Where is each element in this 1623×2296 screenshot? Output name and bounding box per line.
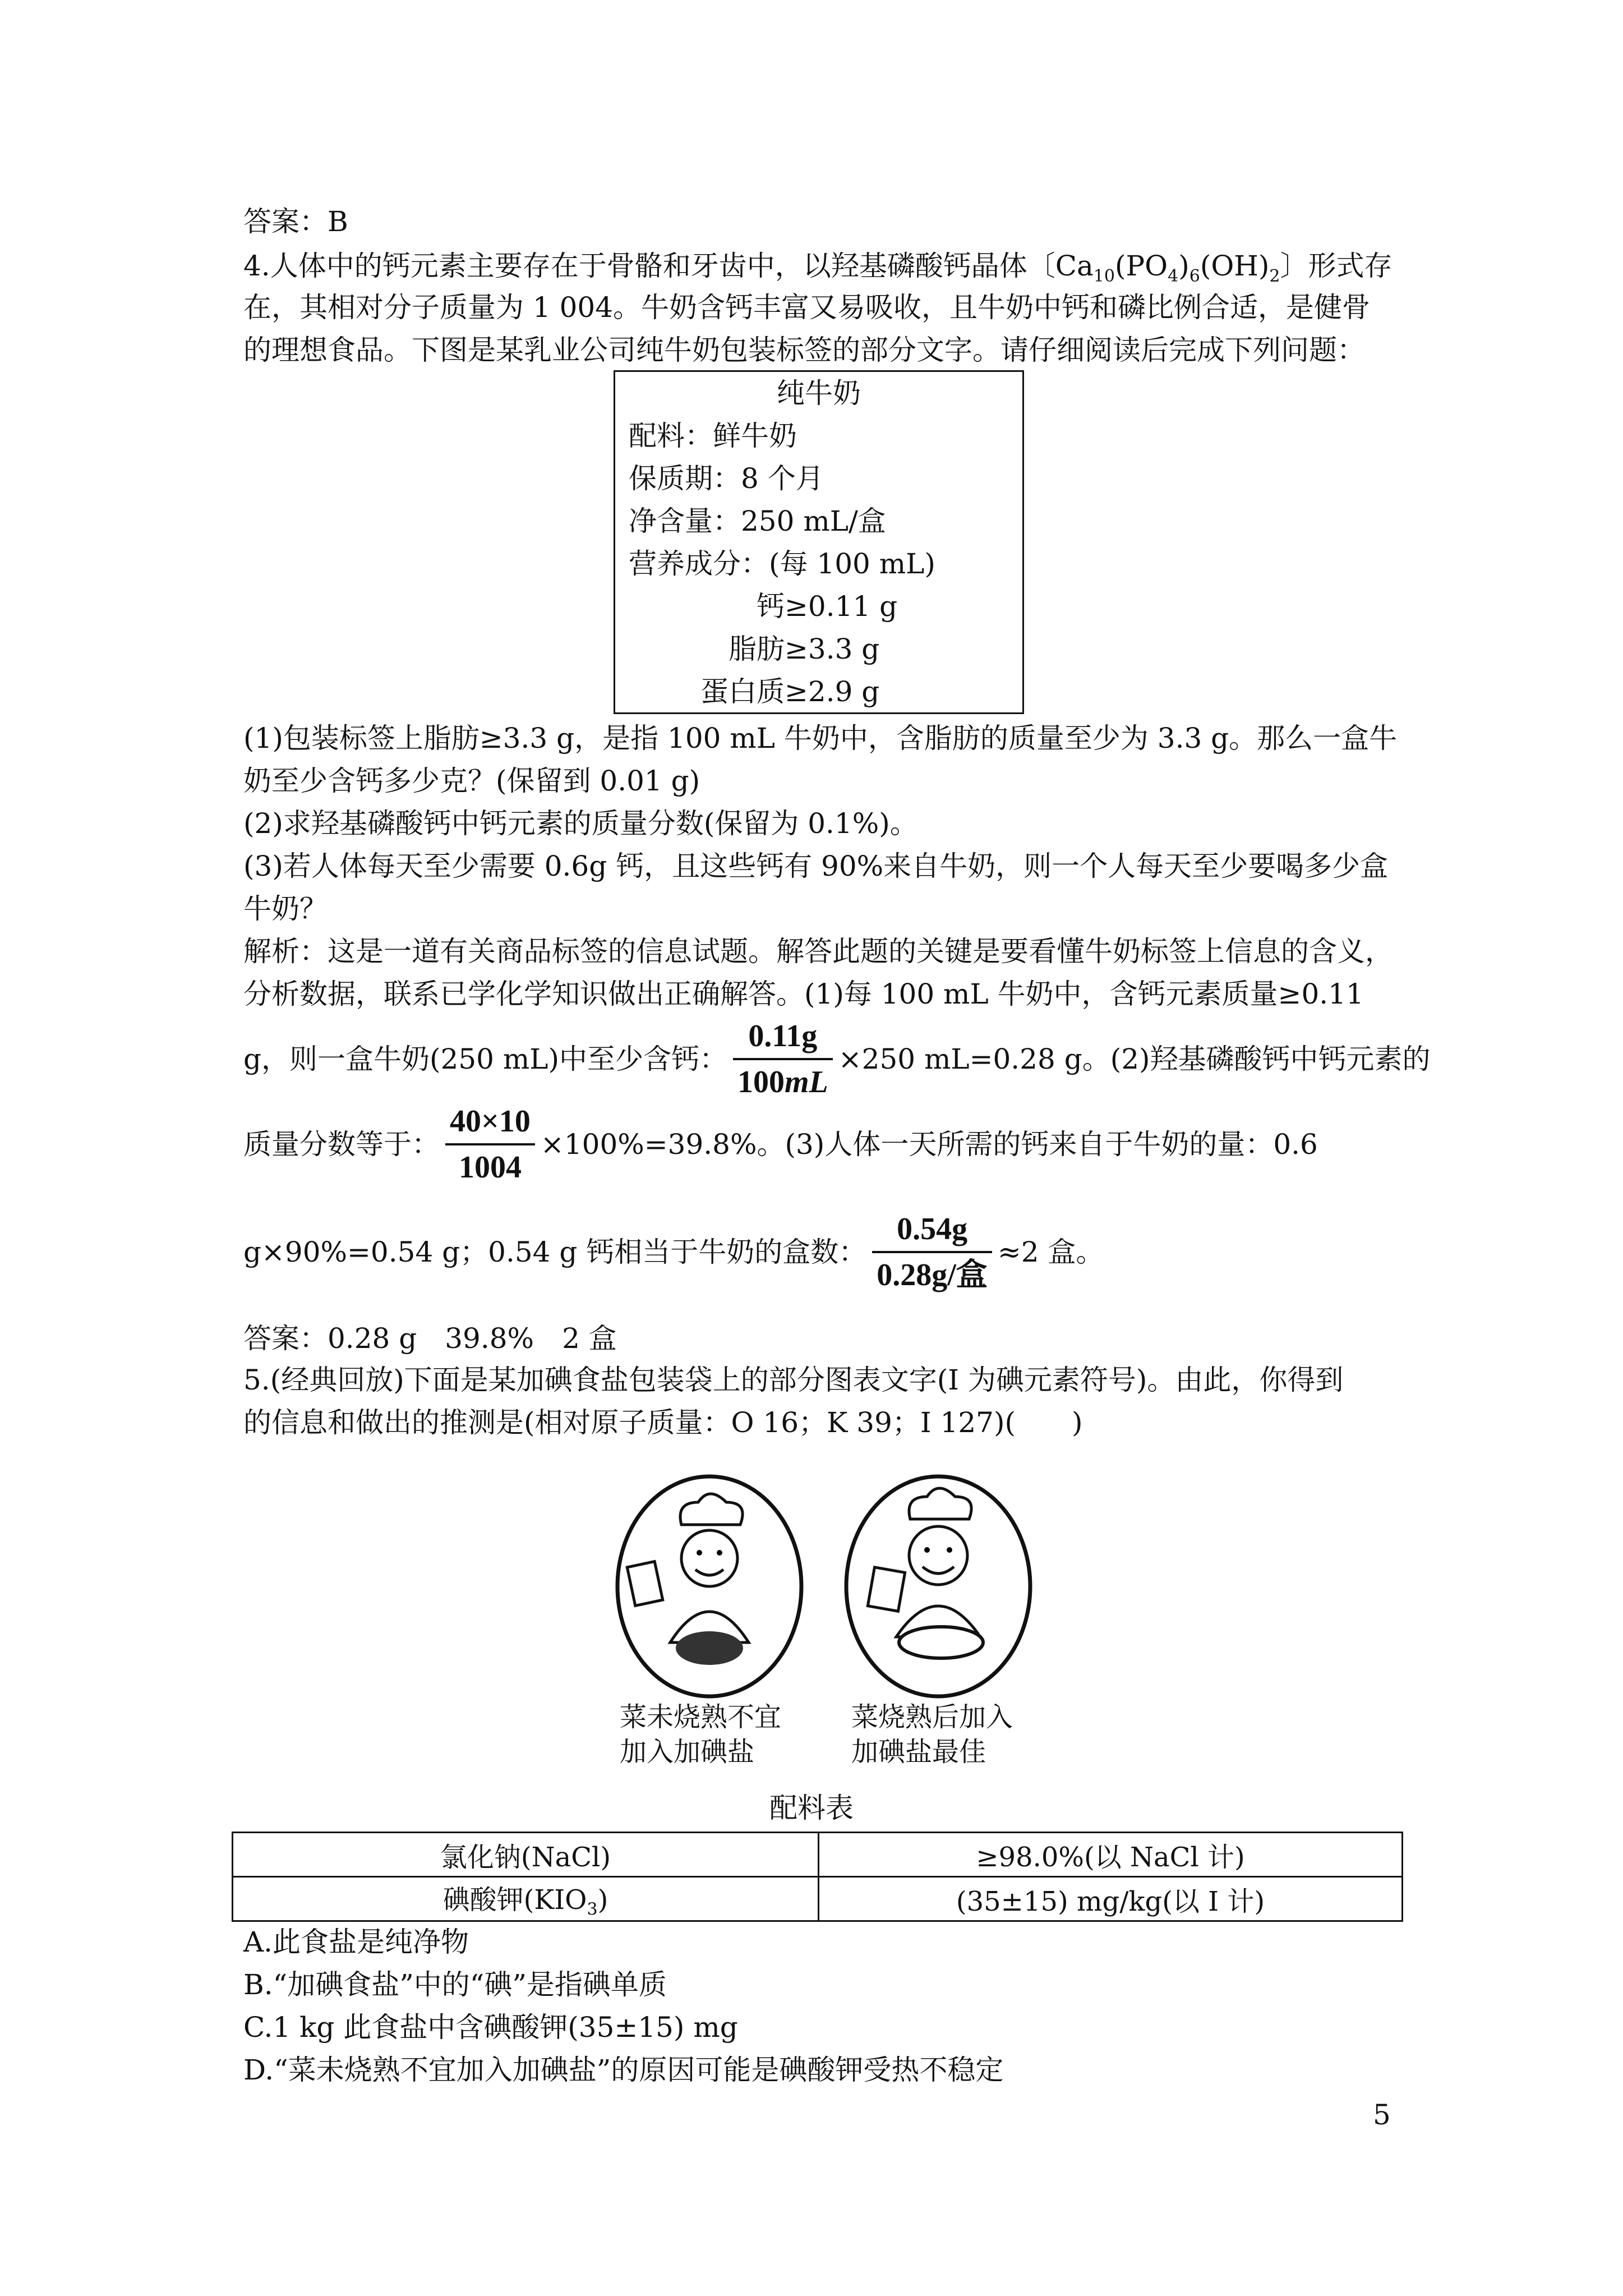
label-shelf-life: 保质期：8 个月 (629, 462, 824, 495)
fraction-mass-fraction (445, 1099, 535, 1189)
text: ≈2 盒。 (997, 1236, 1104, 1268)
table-cell: ≥98.0%(以 NaCl 计) (819, 1833, 1403, 1877)
table-cell: (35±15) mg/kg(以 I 计) (819, 1877, 1403, 1921)
denominator: 0.28g/盒 (877, 1258, 988, 1292)
solution-line2: 分析数据，联系已学化学知识做出正确解答。(1)每 100 mL 牛奶中，含钙元素质量≥0.11 (243, 978, 1364, 1010)
q4-part3-b: 牛奶？ (243, 892, 328, 925)
numerator: 0.54g (872, 1207, 992, 1253)
numerator: 0.11g (733, 1014, 833, 1060)
text: (PO (1114, 250, 1168, 282)
numerator: 40×10 (445, 1099, 535, 1145)
chef-illustration-2 (843, 1474, 1034, 1699)
q5-line1: 5.(经典回放)下面是某加碘食盐包装袋上的部分图表文字(I 为碘元素符号)。由此，你得到 (243, 1364, 1344, 1396)
table-row (233, 1833, 1403, 1877)
text: g，则一盒牛奶(250 mL)中至少含钙： (243, 1043, 727, 1075)
text: ×100%=39.8%。(3)人体一天所需的钙来自于牛奶的量：0.6 (540, 1128, 1318, 1161)
text: (OH) (1200, 250, 1270, 282)
solution-line3 (243, 1014, 1431, 1104)
text: ×250 mL=0.28 g。(2)羟基磷酸钙中钙元素的 (838, 1043, 1431, 1075)
q4-line1 (243, 245, 1393, 287)
milk-label-box (614, 370, 1024, 714)
subscript: 10 (1093, 266, 1115, 286)
denominator: 1004 (458, 1150, 522, 1185)
subscript: 3 (587, 1899, 598, 1920)
ingredients-table (232, 1832, 1403, 1922)
label-calcium: 钙≥0.11 g (757, 590, 898, 623)
q4-part1-b: 奶至少含钙多少克？(保留到 0.01 g) (243, 765, 700, 797)
text: ) (597, 1884, 608, 1916)
caption-line: 加碘盐最佳 (851, 1736, 986, 1768)
option-a: A.此食盐是纯净物 (243, 1926, 469, 1958)
label-fat: 脂肪≥3.3 g (728, 633, 880, 665)
text: 〕形式存 (1280, 250, 1393, 282)
subscript: 6 (1189, 266, 1200, 286)
option-c: C.1 kg 此食盐中含碘酸钾(35±15) mg (243, 2011, 738, 2044)
caption-2 (851, 1700, 1013, 1769)
table-cell: 氯化钠(NaCl) (233, 1833, 819, 1877)
caption-line: 菜未烧熟不宜 (620, 1701, 782, 1733)
caption-line: 加入加碘盐 (620, 1736, 755, 1768)
solution-line1: 解析：这是一道有关商品标签的信息试题。解答此题的关键是要看懂牛奶标签上信息的含义， (243, 935, 1393, 968)
subscript: 4 (1168, 266, 1179, 286)
text: g×90%=0.54 g；0.54 g 钙相当于牛奶的盒数： (243, 1236, 867, 1268)
fraction-box-count (872, 1207, 992, 1297)
q5-line2: 的信息和做出的推测是(相对原子质量：O 16；K 39；I 127)( ) (243, 1406, 1083, 1439)
q4-part2: (2)求羟基磷酸钙中钙元素的质量分数(保留为 0.1%)。 (243, 807, 918, 840)
text: ) (1178, 250, 1189, 282)
label-nutrition: 营养成分：(每 100 mL) (629, 547, 935, 580)
text: 碘酸钾(KIO (442, 1884, 587, 1916)
q4-line2: 在，其相对分子质量为 1 004。牛奶含钙丰富又易吸收，且牛奶中钙和磷比例合适，是健骨 (243, 291, 1371, 324)
label-net-content: 净含量：250 mL/盒 (629, 505, 886, 537)
subscript: 2 (1269, 266, 1280, 286)
table-row (233, 1877, 1403, 1921)
chef-illustration-1 (614, 1474, 805, 1699)
q4-part1-a: (1)包装标签上脂肪≥3.3 g，是指 100 mL 牛奶中，含脂肪的质量至少为 3.3 g。那么一盒牛 (243, 722, 1398, 754)
solution-line4 (243, 1099, 1318, 1189)
option-b: B.“加碘食盐”中的“碘”是指碘单质 (243, 1968, 667, 2001)
table-title: 配料表 (769, 1792, 854, 1824)
caption-line: 菜烧熟后加入 (851, 1701, 1013, 1733)
option-d: D.“菜未烧熟不宜加入加碘盐”的原因可能是碘酸钾受热不稳定 (243, 2054, 1004, 2086)
label-ingredients: 配料：鲜牛奶 (629, 420, 797, 452)
q4-part3-a: (3)若人体每天至少需要 0.6g 钙，且这些钙有 90%来自牛奶，则一个人每天至少要喝多少盒 (243, 850, 1389, 882)
caption-1 (620, 1700, 781, 1769)
label-title: 纯牛奶 (777, 377, 861, 409)
denominator-unit: mL (784, 1065, 828, 1099)
text: 质量分数等于： (243, 1128, 440, 1161)
q4-answer: 答案：0.28 g 39.8% 2 盒 (243, 1322, 617, 1355)
denominator: 100 (737, 1065, 785, 1099)
fraction-calcium-per-ml (733, 1014, 833, 1104)
previous-answer: 答案：B (243, 205, 348, 238)
label-protein: 蛋白质≥2.9 g (700, 675, 880, 708)
table-cell (233, 1877, 819, 1921)
page-number: 5 (1373, 2099, 1391, 2131)
q4-line3: 的理想食品。下图是某乳业公司纯牛奶包装标签的部分文字。请仔细阅读后完成下列问题： (243, 334, 1365, 366)
solution-line5 (243, 1207, 1104, 1297)
text: 4.人体中的钙元素主要存在于骨骼和牙齿中，以羟基磷酸钙晶体〔Ca (243, 250, 1094, 282)
